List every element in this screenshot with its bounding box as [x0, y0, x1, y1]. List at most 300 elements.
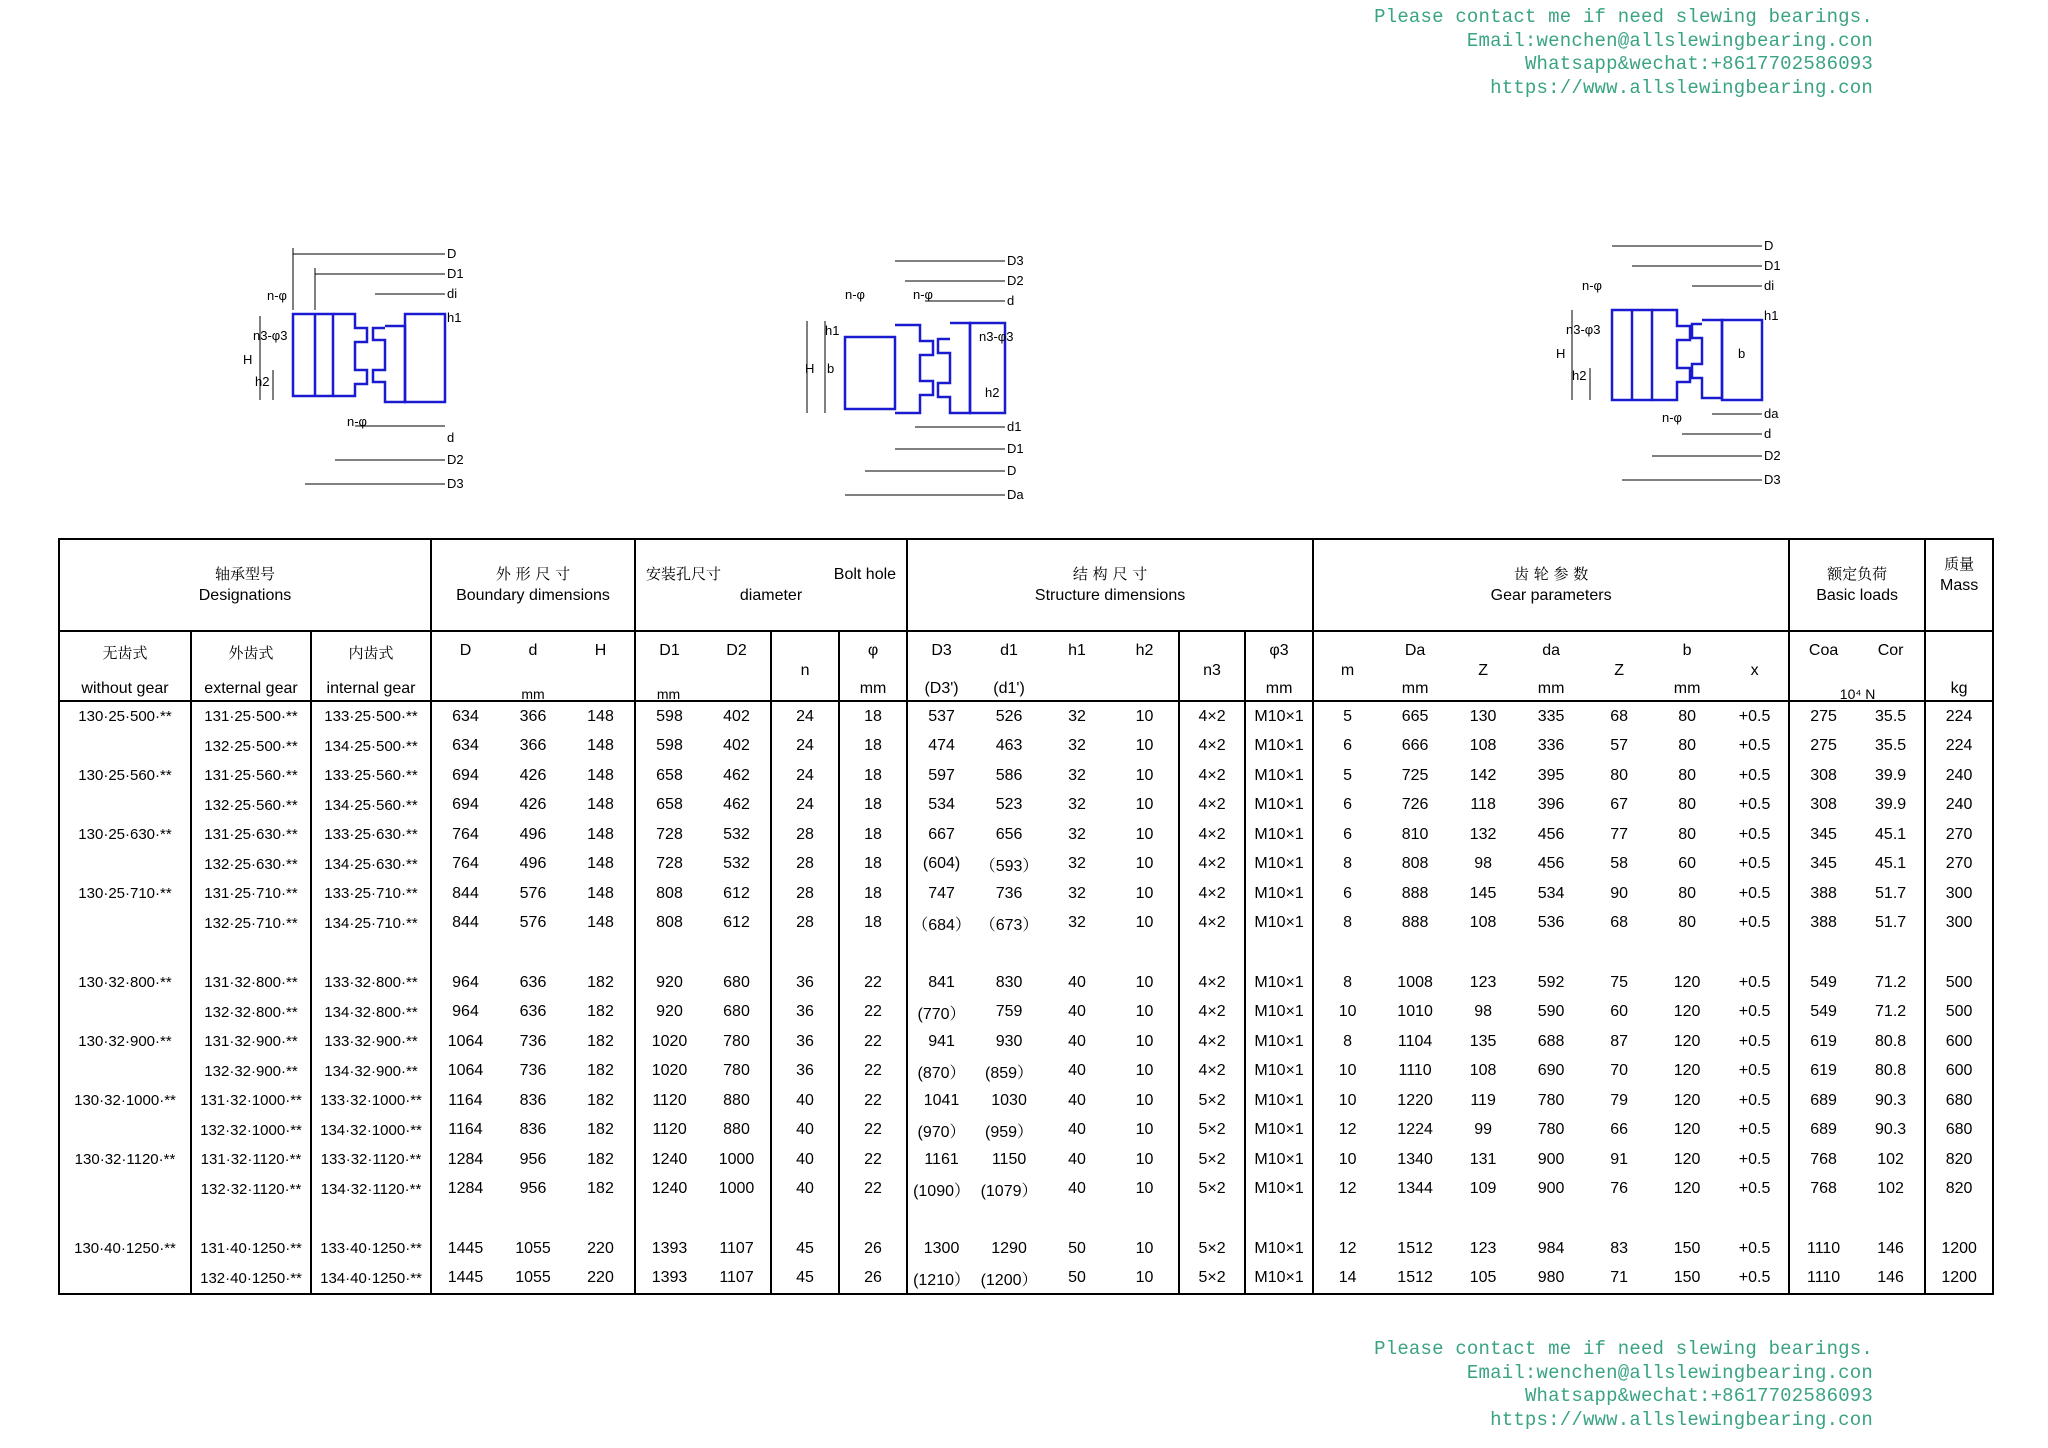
table-cell: 764	[431, 820, 499, 850]
table-cell: 98	[1474, 1003, 1492, 1021]
table-cell: 40	[1068, 1003, 1086, 1021]
table-cell: 768	[1789, 1175, 1857, 1205]
table-cell: 150	[1673, 1239, 1701, 1257]
table-cell: 119	[1470, 1091, 1496, 1109]
table-cell: M10×1	[1245, 1027, 1313, 1057]
col-h2: h2	[1111, 631, 1179, 701]
table-cell: 619	[1789, 1057, 1857, 1087]
table-cell: 1110	[1789, 1234, 1857, 1264]
table-cell: 130·25·710·**	[59, 879, 191, 909]
table-row	[59, 1057, 1993, 1087]
table-cell	[59, 791, 191, 821]
col-d1: d1 (d1')	[975, 631, 1043, 701]
table-cell: 1110	[1789, 1264, 1857, 1295]
table-cell: 68	[1610, 707, 1628, 725]
table-cell	[839, 938, 907, 968]
table-cell: 40	[1068, 1062, 1086, 1080]
table-cell: 105	[1449, 1264, 1517, 1295]
table-cell: 40	[771, 1175, 839, 1205]
table-cell: 4×2	[1179, 998, 1245, 1028]
table-cell: 182	[567, 1116, 635, 1146]
table-cell: 133·25·500·**	[311, 701, 431, 732]
table-cell: 4×2	[1179, 820, 1245, 850]
table-cell: 131·32·1000·**	[191, 1086, 311, 1116]
table-cell: 270	[1925, 850, 1993, 880]
table-cell: 10	[1313, 998, 1381, 1028]
table-cell: 12	[1313, 1175, 1381, 1205]
table-cell: 728	[635, 850, 703, 880]
table-cell: 964	[431, 998, 499, 1028]
table-cell	[191, 938, 311, 968]
table-cell: 131·25·560·**	[191, 761, 311, 791]
table-cell: 133·25·630·**	[311, 820, 431, 850]
contact-block-bottom	[1374, 1338, 1873, 1432]
table-cell: 8	[1313, 850, 1381, 880]
table-cell	[1111, 1204, 1179, 1234]
table-cell	[567, 1204, 635, 1234]
table-cell	[1653, 1204, 1721, 1234]
table-cell: 462	[703, 761, 771, 791]
table-cell	[1043, 938, 1111, 968]
table-cell: 534	[907, 791, 975, 821]
table-cell	[907, 938, 975, 968]
table-cell: 131·25·710·**	[191, 879, 311, 909]
svg-text:n3-φ3: n3-φ3	[1566, 322, 1601, 337]
table-cell: 526	[995, 707, 1023, 725]
col-Da: Da mm	[1381, 631, 1449, 701]
table-cell: 134·25·500·**	[311, 732, 431, 762]
table-cell: 1164	[431, 1116, 499, 1146]
table-cell	[1517, 1204, 1585, 1234]
table-cell: 130·25·500·**	[59, 701, 191, 732]
svg-text:D: D	[1007, 463, 1017, 478]
table-cell: 496	[519, 855, 547, 873]
group-basic-loads: 额定负荷 Basic loads	[1789, 539, 1925, 631]
table-cell: 1393	[635, 1264, 703, 1295]
table-cell: 537	[907, 701, 975, 732]
col-h1: h1	[1043, 631, 1111, 701]
table-cell: 1284	[431, 1175, 499, 1205]
table-cell: M10×1	[1245, 998, 1313, 1028]
svg-text:n-φ: n-φ	[913, 287, 933, 302]
table-cell: 680	[1925, 1116, 1993, 1146]
svg-text:D1: D1	[1007, 441, 1024, 456]
col-phi: φ mm	[839, 631, 907, 701]
table-cell: 80	[1678, 884, 1696, 902]
table-row	[59, 732, 1993, 762]
table-row	[59, 701, 1993, 732]
contact-line-1: Please contact me if need slewing bearings.	[1374, 6, 1873, 28]
table-cell: 182	[567, 1057, 635, 1087]
table-cell: 820	[1925, 1145, 1993, 1175]
table-cell: 396	[1537, 796, 1565, 814]
table-cell	[1111, 938, 1179, 968]
svg-text:n-φ: n-φ	[347, 414, 367, 429]
table-cell	[1789, 938, 1857, 968]
table-row	[59, 1027, 1993, 1057]
table-cell: 36	[771, 1027, 839, 1057]
table-cell: 1200	[1925, 1234, 1993, 1264]
table-cell: 80	[1678, 914, 1696, 932]
table-cell: 51.7	[1857, 909, 1925, 939]
table-cell: 5×2	[1179, 1175, 1245, 1205]
contact-phone: Whatsapp&wechat:+8617702586093	[1524, 1385, 1873, 1407]
table-body	[59, 701, 1993, 1294]
group-mass: 质量 Mass	[1925, 539, 1993, 631]
table-cell: +0.5	[1721, 732, 1789, 762]
table-cell: 10	[1111, 701, 1179, 732]
table-row	[59, 761, 1993, 791]
table-cell: 4×2	[1179, 1057, 1245, 1087]
table-cell: 830	[995, 973, 1023, 991]
contact-line-1: Please contact me if need slewing bearings.	[1374, 1338, 1873, 1360]
table-row	[59, 1145, 1993, 1175]
table-cell: 4×2	[1179, 879, 1245, 909]
table-cell: 134·32·1120·**	[311, 1175, 431, 1205]
table-cell: 35.5	[1857, 732, 1925, 762]
table-cell: 4×2	[1179, 909, 1245, 939]
table-cell: 40	[771, 1145, 839, 1175]
table-cell	[907, 1204, 975, 1234]
table-cell: M10×1	[1245, 791, 1313, 821]
table-cell: （684）	[907, 909, 975, 939]
table-cell: 759	[995, 1003, 1023, 1021]
table-cell: 18	[839, 732, 907, 762]
svg-text:di: di	[1764, 278, 1775, 293]
table-cell: （593）	[979, 857, 1039, 875]
svg-text:h2: h2	[1572, 368, 1587, 383]
table-cell: 4×2	[1179, 791, 1245, 821]
table-cell: 597	[907, 761, 975, 791]
table-cell: 1340	[1397, 1150, 1433, 1168]
table-cell: 1240	[635, 1175, 703, 1205]
table-cell: 1041	[907, 1086, 975, 1116]
table-cell	[1517, 938, 1585, 968]
table-cell: 1150	[991, 1150, 1027, 1168]
table-cell: 1240	[635, 1145, 703, 1175]
group-structure-dimensions: 结 构 尺 寸 Structure dimensions	[907, 539, 1313, 631]
table-cell: 1344	[1397, 1180, 1433, 1198]
svg-text:b: b	[1738, 346, 1746, 361]
svg-text:n3-φ3: n3-φ3	[253, 328, 288, 343]
table-cell: 134·32·1000·**	[311, 1116, 431, 1146]
table-cell: 1055	[499, 1264, 567, 1295]
table-cell: 586	[995, 766, 1023, 784]
table-cell: (604)	[907, 850, 975, 880]
table-cell	[1245, 1204, 1313, 1234]
table-cell: 45	[771, 1264, 839, 1295]
table-cell	[59, 1116, 191, 1146]
table-cell: (870）	[907, 1057, 975, 1087]
table-cell: 1120	[635, 1086, 703, 1116]
table-cell	[1925, 1204, 1993, 1234]
table-cell: 18	[839, 879, 907, 909]
table-cell	[59, 909, 191, 939]
table-cell: 4×2	[1179, 850, 1245, 880]
table-cell: 18	[839, 761, 907, 791]
table-cell: +0.5	[1721, 761, 1789, 791]
table-cell: M10×1	[1245, 909, 1313, 939]
table-cell: 1445	[431, 1234, 499, 1264]
table-cell: 658	[635, 791, 703, 821]
table-cell: 120	[1673, 1150, 1701, 1168]
table-cell: 120	[1673, 1091, 1701, 1109]
svg-text:d: d	[447, 430, 455, 445]
svg-text:D2: D2	[1764, 448, 1781, 463]
svg-text:D1: D1	[1764, 258, 1781, 273]
table-cell: 1300	[907, 1234, 975, 1264]
table-cell: 132·32·800·**	[191, 998, 311, 1028]
table-cell: 40	[1068, 1032, 1086, 1050]
drawing-without-gear	[235, 230, 485, 500]
table-cell: 134·40·1250·**	[311, 1264, 431, 1295]
table-cell: 90.3	[1857, 1086, 1925, 1116]
col-internal-gear: 内齿式 internal gear	[311, 631, 431, 701]
table-cell: 689	[1789, 1116, 1857, 1146]
table-cell: 131	[1469, 1150, 1497, 1168]
table-cell: 45.1	[1857, 820, 1925, 850]
table-cell: 40	[1068, 1180, 1086, 1198]
table-cell: 40	[771, 1116, 839, 1146]
table-cell: 880	[703, 1116, 771, 1146]
table-cell: 736	[519, 1032, 547, 1050]
table-cell: 1393	[635, 1234, 703, 1264]
svg-text:h2: h2	[255, 374, 270, 389]
table-cell: 690	[1537, 1062, 1565, 1080]
table-cell	[1381, 1204, 1449, 1234]
table-cell: 5	[1313, 701, 1381, 732]
table-cell: 14	[1313, 1264, 1381, 1295]
table-cell: 26	[839, 1234, 907, 1264]
table-cell: 636	[519, 1003, 547, 1021]
table-cell: 532	[703, 820, 771, 850]
table-cell: 87	[1610, 1032, 1628, 1050]
table-cell: 780	[1537, 1121, 1565, 1139]
table-cell: 426	[519, 796, 547, 814]
table-cell: 5×2	[1179, 1264, 1245, 1295]
table-cell: 10	[1313, 1057, 1381, 1087]
table-cell	[839, 1204, 907, 1234]
table-cell: 224	[1925, 701, 1993, 732]
table-cell: 4×2	[1179, 761, 1245, 791]
svg-text:D: D	[1764, 238, 1774, 253]
table-cell: 10	[1111, 1086, 1179, 1116]
table-cell: 32	[1068, 825, 1086, 843]
svg-text:D2: D2	[1007, 273, 1024, 288]
table-cell: 130·32·1120·**	[59, 1145, 191, 1175]
table-cell	[499, 938, 567, 968]
table-cell: 75	[1610, 973, 1628, 991]
table-cell: 980	[1517, 1264, 1585, 1295]
svg-text:n3-φ3: n3-φ3	[979, 329, 1014, 344]
table-cell: M10×1	[1245, 1057, 1313, 1087]
table-cell: 102	[1857, 1175, 1925, 1205]
table-cell: 808	[635, 879, 703, 909]
table-cell: 726	[1401, 796, 1429, 814]
table-cell: 810	[1401, 825, 1429, 843]
table-cell: +0.5	[1721, 1264, 1789, 1295]
table-cell: 123	[1469, 973, 1497, 991]
table-cell: 22	[839, 1116, 907, 1146]
table-cell: 131·40·1250·**	[191, 1234, 311, 1264]
table-cell: 146	[1857, 1234, 1925, 1264]
table-cell: 10	[1111, 998, 1179, 1028]
contact-email: Email:wenchen@allslewingbearing.con	[1466, 29, 1873, 52]
table-cell: 83	[1610, 1239, 1628, 1257]
table-cell: +0.5	[1721, 1145, 1789, 1175]
col-Cor: Cor	[1857, 631, 1925, 701]
table-cell: M10×1	[1245, 701, 1313, 732]
svg-text:h1: h1	[1764, 308, 1779, 323]
table-cell: 148	[567, 732, 635, 762]
drawing-internal-gear	[1552, 238, 1802, 498]
table-cell: 32	[1068, 766, 1086, 784]
table-cell: 18	[839, 850, 907, 880]
table-cell	[1449, 1204, 1517, 1234]
table-cell: (859）	[985, 1064, 1034, 1082]
table-cell: 131·32·900·**	[191, 1027, 311, 1057]
table-cell	[59, 998, 191, 1028]
table-cell: 132·32·1120·**	[191, 1175, 311, 1205]
table-cell: 32	[1068, 707, 1086, 725]
table-cell: 1164	[431, 1086, 499, 1116]
table-cell: 133·32·900·**	[311, 1027, 431, 1057]
table-cell: 40	[1068, 1150, 1086, 1168]
table-cell: 130·32·1000·**	[59, 1086, 191, 1116]
table-cell: 130·25·560·**	[59, 761, 191, 791]
table-cell: 10	[1111, 1027, 1179, 1057]
table-cell: 456	[1537, 825, 1565, 843]
contact-phone: Whatsapp&wechat:+8617702586093	[1524, 53, 1873, 75]
table-cell: 336	[1537, 737, 1565, 755]
table-cell: 18	[839, 791, 907, 821]
svg-text:h1: h1	[825, 323, 840, 338]
table-cell: 60	[1610, 1003, 1628, 1021]
table-cell: 1512	[1397, 1239, 1433, 1257]
table-cell: 984	[1537, 1239, 1565, 1257]
table-cell: 133·25·710·**	[311, 879, 431, 909]
table-cell: 36	[771, 1057, 839, 1087]
col-Z-external: Z	[1449, 631, 1517, 701]
table-cell: 32	[1068, 737, 1086, 755]
table-cell	[635, 1204, 703, 1234]
table-cell: 10	[1111, 1234, 1179, 1264]
table-cell: 45.1	[1857, 850, 1925, 880]
table-cell: 131·25·500·**	[191, 701, 311, 732]
table-cell: (970）	[907, 1116, 975, 1146]
table-cell	[1449, 938, 1517, 968]
table-cell: 10	[1111, 732, 1179, 762]
table-row	[59, 1086, 1993, 1116]
table-cell: 133·25·560·**	[311, 761, 431, 791]
table-cell	[703, 1204, 771, 1234]
table-cell	[1585, 938, 1653, 968]
table-cell: 120	[1673, 1032, 1701, 1050]
table-cell: 1445	[431, 1264, 499, 1295]
table-row	[59, 1175, 1993, 1205]
table-cell: 120	[1673, 1121, 1701, 1139]
table-cell	[311, 1204, 431, 1234]
table-cell: 132·32·1000·**	[191, 1116, 311, 1146]
table-cell: 22	[839, 968, 907, 998]
table-cell: 1120	[635, 1116, 703, 1146]
table-cell: 666	[1401, 737, 1429, 755]
table-cell: 426	[519, 766, 547, 784]
table-cell	[1179, 938, 1245, 968]
table-cell	[1179, 1204, 1245, 1234]
table-cell: 920	[635, 998, 703, 1028]
table-cell: 32	[1068, 796, 1086, 814]
table-cell	[771, 938, 839, 968]
table-cell: 366	[519, 707, 547, 725]
table-cell: 658	[635, 761, 703, 791]
table-cell: 123	[1469, 1239, 1497, 1257]
table-cell	[59, 1057, 191, 1087]
contact-email: Email:wenchen@allslewingbearing.con	[1466, 1361, 1873, 1384]
table-cell: 634	[431, 701, 499, 732]
table-cell: 549	[1789, 968, 1857, 998]
table-cell	[567, 938, 635, 968]
table-cell: (770）	[907, 998, 975, 1028]
table-cell: 836	[519, 1091, 547, 1109]
table-cell: 120	[1673, 1003, 1701, 1021]
table-cell: +0.5	[1721, 791, 1789, 821]
table-cell	[771, 1204, 839, 1234]
table-cell: 58	[1610, 855, 1628, 873]
table-cell: 402	[703, 701, 771, 732]
table-cell: 10	[1111, 761, 1179, 791]
table-row	[59, 1264, 1993, 1295]
table-cell: 145	[1469, 884, 1497, 902]
table-row	[59, 791, 1993, 821]
table-cell: 133·32·1120·**	[311, 1145, 431, 1175]
table-cell: 132·40·1250·**	[191, 1264, 311, 1295]
table-cell: 182	[567, 1175, 635, 1205]
table-cell: 808	[1401, 855, 1429, 873]
table-cell: 10	[1313, 1145, 1381, 1175]
table-cell: 51.7	[1857, 879, 1925, 909]
table-cell: 120	[1673, 1062, 1701, 1080]
table-cell: 388	[1789, 879, 1857, 909]
table-cell: 132	[1469, 825, 1497, 843]
table-cell: 99	[1474, 1121, 1492, 1139]
table-cell: +0.5	[1721, 1057, 1789, 1087]
table-cell: 220	[567, 1264, 635, 1295]
table-cell	[1043, 1204, 1111, 1234]
table-cell	[59, 732, 191, 762]
table-cell	[191, 1204, 311, 1234]
table-cell: 118	[1470, 796, 1496, 814]
table-cell: 133·40·1250·**	[311, 1234, 431, 1264]
table-cell: 10	[1111, 1264, 1179, 1295]
table-cell: 79	[1610, 1091, 1628, 1109]
table-cell: 182	[567, 998, 635, 1028]
table-cell: 39.9	[1857, 761, 1925, 791]
table-cell: +0.5	[1721, 1175, 1789, 1205]
table-cell: 36	[771, 998, 839, 1028]
table-cell: 91	[1610, 1150, 1628, 1168]
table-cell: 5	[1313, 761, 1381, 791]
table-cell: 22	[839, 1145, 907, 1175]
svg-text:D1: D1	[447, 266, 464, 281]
table-cell: 5×2	[1179, 1234, 1245, 1264]
table-cell: 335	[1537, 707, 1565, 725]
table-cell: 39.9	[1857, 791, 1925, 821]
table-cell: 108	[1469, 1062, 1497, 1080]
table-cell: 57	[1610, 737, 1628, 755]
table-cell: 456	[1537, 855, 1565, 873]
table-cell: 5×2	[1179, 1145, 1245, 1175]
